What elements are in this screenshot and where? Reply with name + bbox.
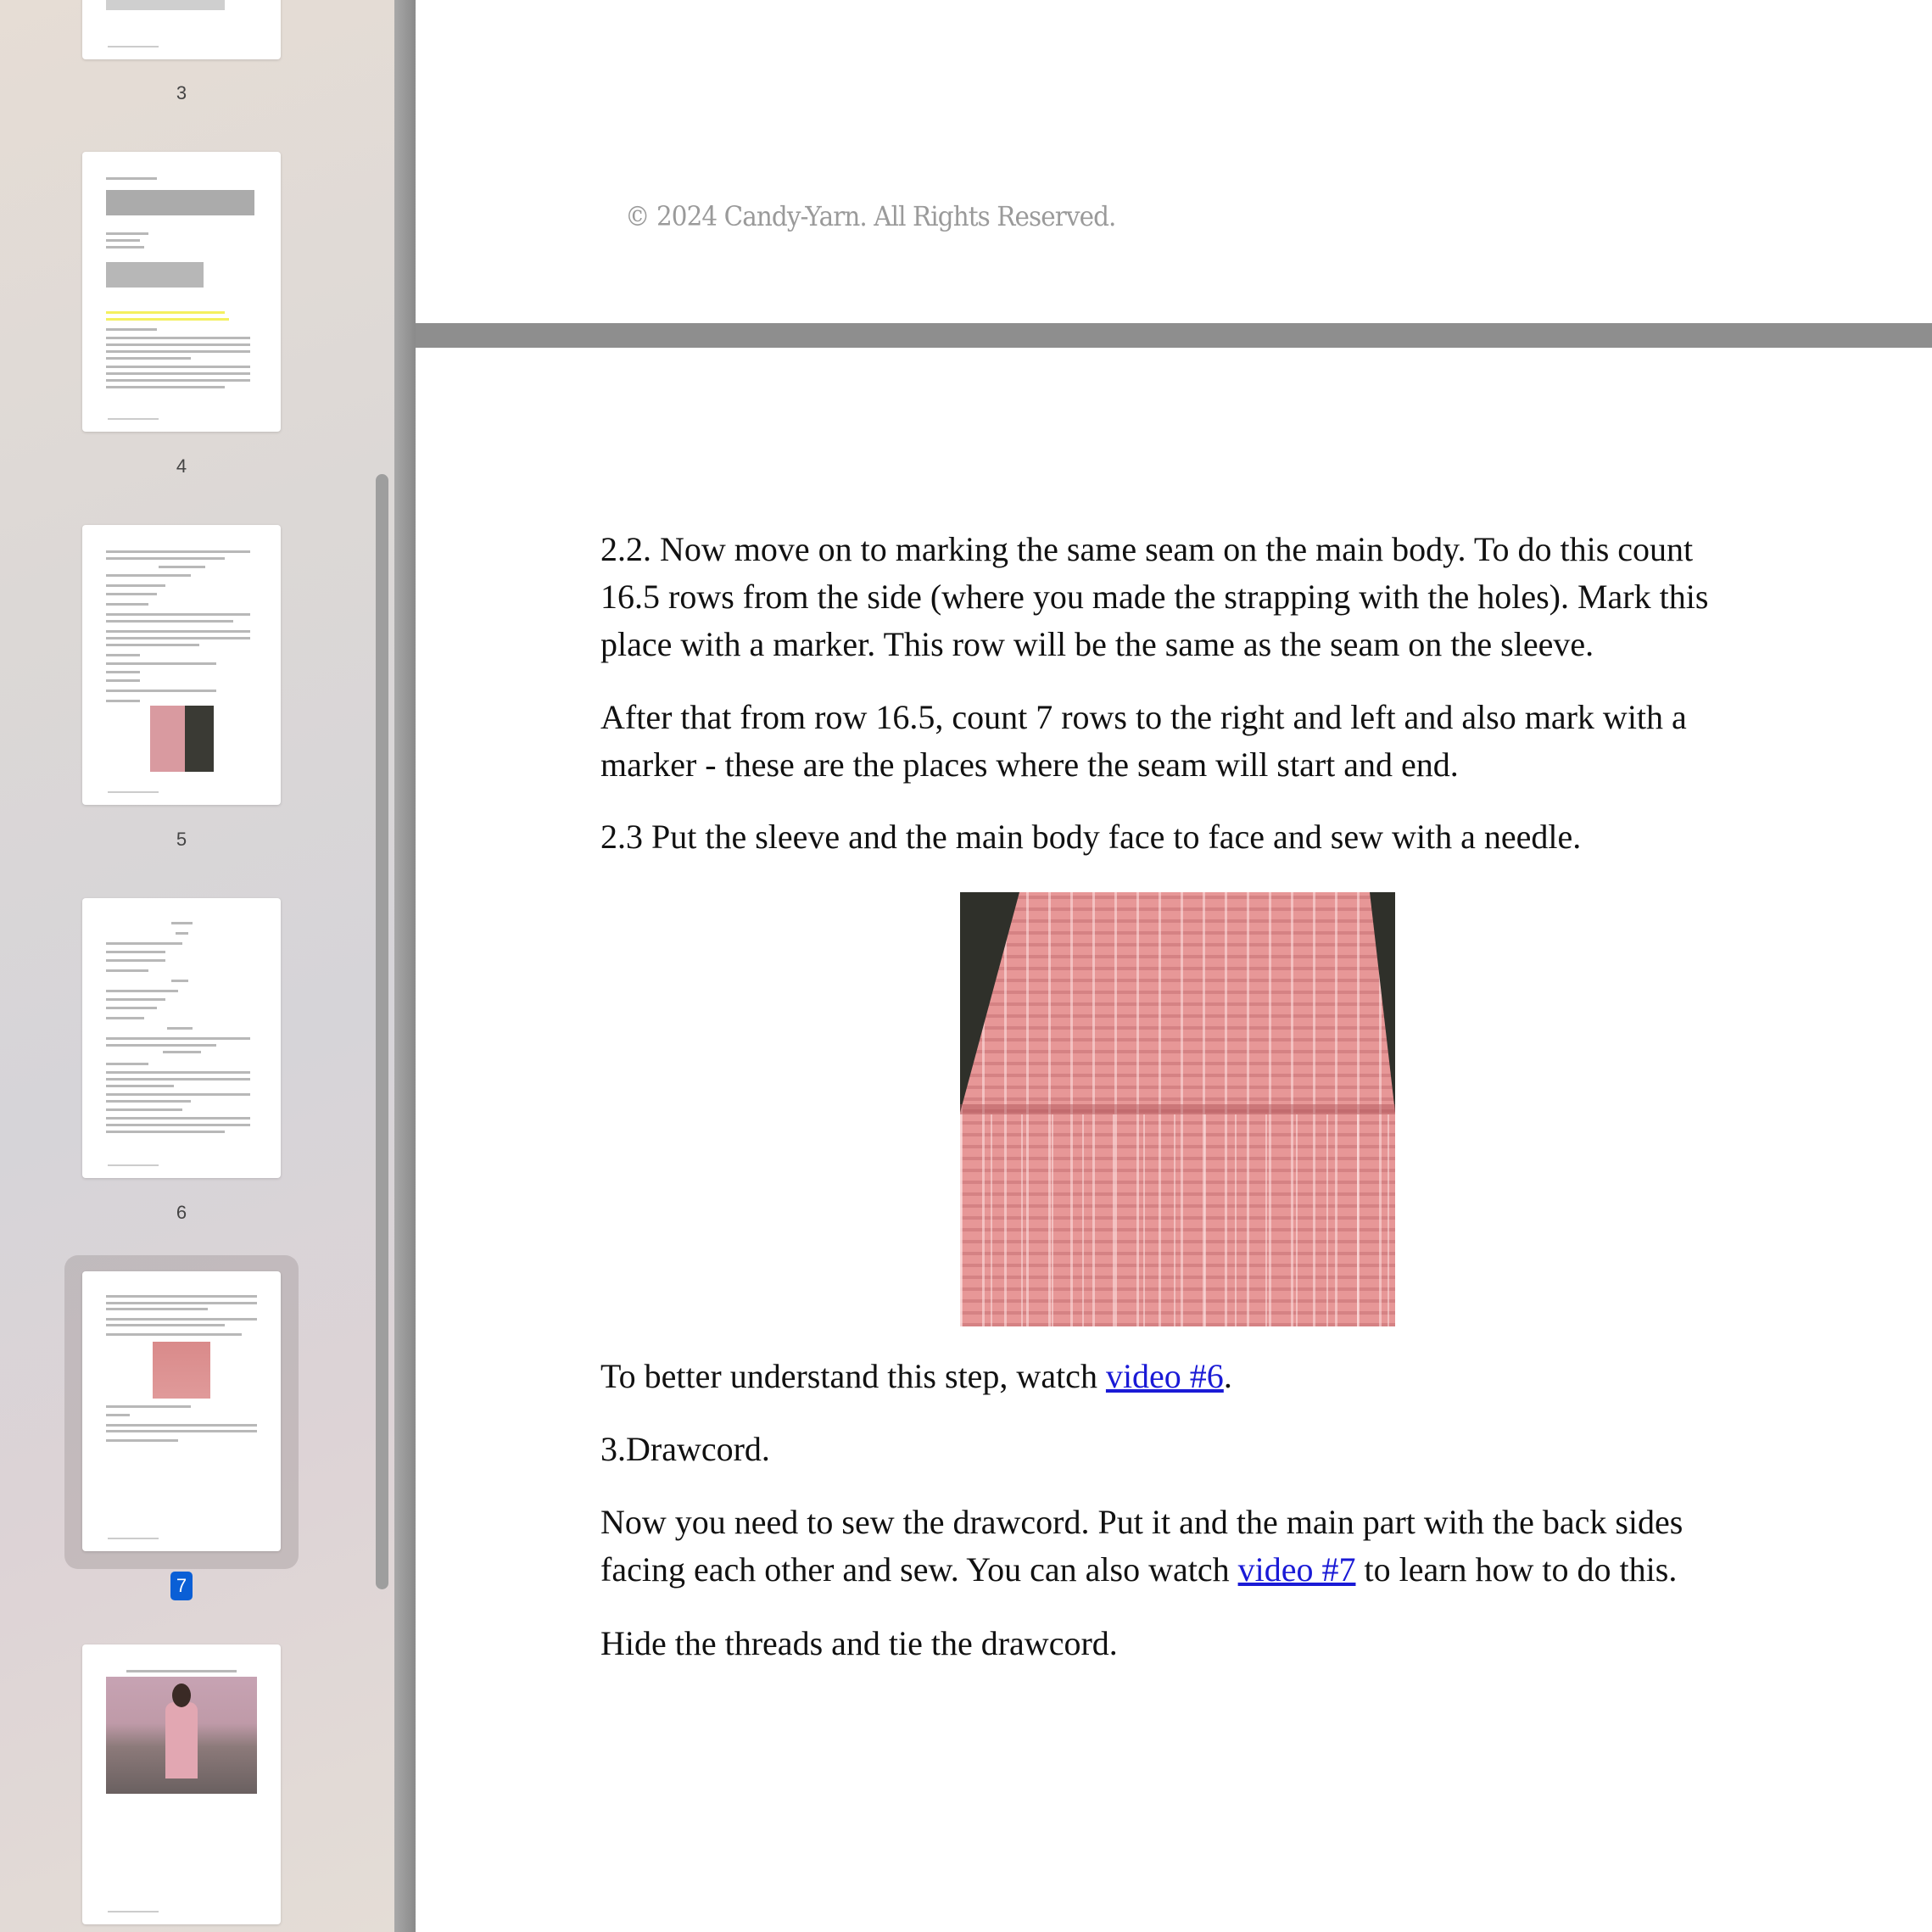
page-label-6: 6 (176, 1202, 187, 1223)
page-thumbnail-7[interactable] (82, 1271, 281, 1551)
text-line: Now you need to sew the drawcord. Put it and the main part with the back sides (600, 1503, 1684, 1541)
page-label-3: 3 (176, 82, 187, 103)
page-thumbnail-8[interactable] (82, 1644, 281, 1924)
page-label-4: 4 (176, 455, 187, 477)
text: . (1223, 1357, 1232, 1395)
text: To better understand this step, watch (600, 1357, 1106, 1395)
pdf-page-6 (416, 0, 1932, 323)
page-label-5: 5 (176, 829, 187, 850)
sidebar-scrollbar[interactable] (376, 474, 388, 1589)
paragraph-hide-threads: Hide the threads and tie the drawcord. (600, 1624, 1118, 1662)
text-line: After that from row 16.5, count 7 rows to the right and left and also mark with a (600, 698, 1687, 736)
page-footer-copyright: © 2024 Candy-Yarn. All Rights Reserved. (625, 200, 1116, 232)
text-line: 2.2. Now move on to marking the same seam on the main body. To do this count (600, 530, 1694, 568)
text-line: marker - these are the places where the seam will start and end. (600, 745, 1459, 784)
page-thumbnail-6[interactable] (82, 898, 281, 1178)
page-thumbnail-4[interactable] (82, 152, 281, 432)
thumbnail-sidebar (0, 0, 394, 1932)
paragraph-2-2 (600, 526, 1708, 668)
text-line: place with a marker. This row will be the same as the seam on the sleeve. (600, 625, 1594, 663)
page-thumbnail-3[interactable] (82, 0, 281, 59)
text: facing each other and sew. You can also watch (600, 1550, 1238, 1589)
crochet-sleeve-photo (960, 892, 1395, 1326)
text-line (600, 1546, 1683, 1594)
paragraph-2-3: 2.3 Put the sleeve and the main body face to face and sew with a needle. (600, 818, 1582, 856)
pdf-page-7 (416, 348, 1932, 1932)
paragraph-after-row (600, 694, 1687, 789)
paragraph-sew-drawcord (600, 1499, 1683, 1594)
sidebar-divider[interactable] (394, 0, 416, 1932)
heading-drawcord: 3.Drawcord. (600, 1430, 770, 1468)
video-6-link[interactable]: video #6 (1105, 1357, 1224, 1395)
page-thumbnail-5[interactable] (82, 525, 281, 805)
text: to learn how to do this. (1355, 1550, 1678, 1589)
paragraph-video-6 (600, 1353, 1232, 1400)
page-label-7-selected: 7 (170, 1572, 193, 1600)
video-7-link[interactable]: video #7 (1237, 1550, 1356, 1589)
text-line: 16.5 rows from the side (where you made the strapping with the holes). Mark this (600, 578, 1709, 616)
